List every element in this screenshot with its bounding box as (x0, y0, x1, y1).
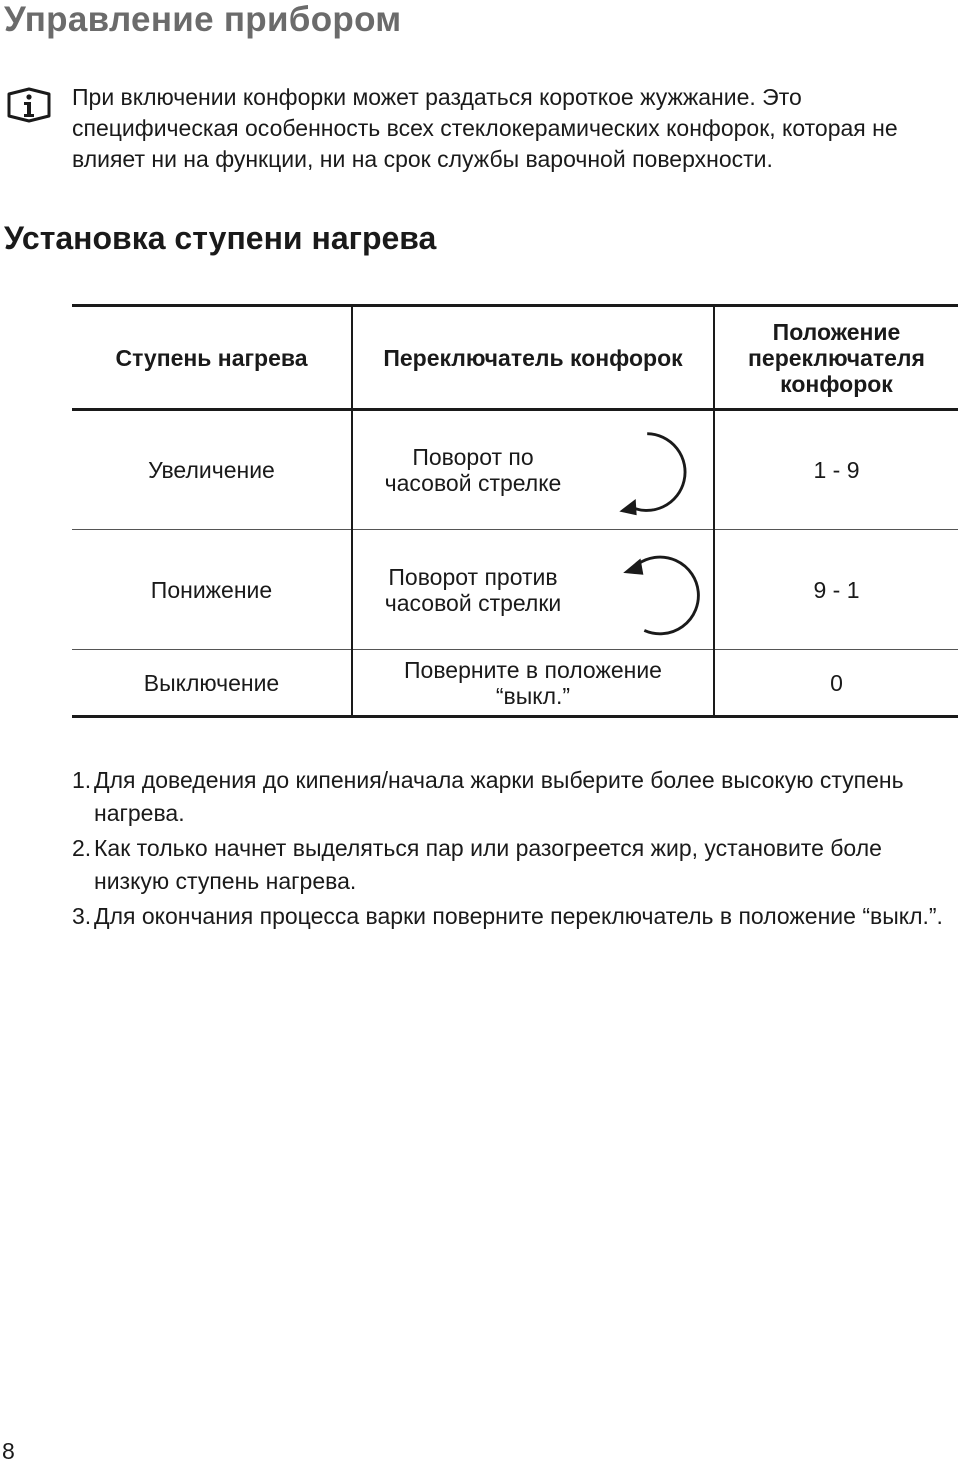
table-bottom-rule (72, 715, 958, 718)
row-increase-position: 1 - 9 (813, 457, 860, 483)
step-text: Для доведения до кипения/начала жарки выберите более высокую ступень нагрева. (94, 767, 904, 826)
header-switch: Переключатель конфорок (383, 344, 683, 371)
row-off-level: Выключение (143, 669, 280, 696)
list-item (72, 764, 958, 830)
table-row-divider (72, 529, 958, 530)
counterclockwise-arrow-icon (604, 546, 700, 642)
section-title: Установка ступени нагрева (4, 220, 437, 256)
row-increase-level: Увеличение (148, 457, 275, 483)
step-number: 1. (72, 767, 92, 793)
steps-list (72, 764, 958, 935)
list-item (72, 832, 958, 898)
row-decrease-action: Поворот против часовой стрелки (384, 564, 562, 616)
step-number: 2. (72, 835, 92, 861)
row-decrease-position: 9 - 1 (813, 577, 860, 603)
row-off-position: 0 (830, 669, 843, 696)
heat-level-table (72, 304, 958, 718)
row-increase-action: Поворот по часовой стрелке (384, 444, 562, 496)
step-text: Как только начнет выделяться пар или разогреется жир, установите боле низкую ступень нагрева. (94, 835, 882, 894)
page-number: 8 (2, 1438, 15, 1464)
step-text: Для окончания процесса варки поверните переключатель в положение “выкл.”. (94, 903, 943, 929)
header-position: Положение переключателя конфорок (748, 318, 925, 397)
info-note-text: При включении конфорки может раздаться короткое жужжание. Это специфическая особенность всех стеклокерамических конфорок, которая не влияет ни на функции, ни на срок службы варочной поверхности. (72, 84, 898, 172)
clockwise-arrow-icon (604, 426, 700, 522)
row-decrease-level: Понижение (150, 577, 273, 603)
header-level: Ступень нагрева (115, 344, 308, 371)
row-off-action: Поверните в положение “выкл.” (404, 656, 662, 709)
page-title: Управление прибором (4, 0, 402, 39)
info-icon (6, 86, 52, 124)
list-item (72, 900, 958, 933)
step-number: 3. (72, 903, 92, 929)
